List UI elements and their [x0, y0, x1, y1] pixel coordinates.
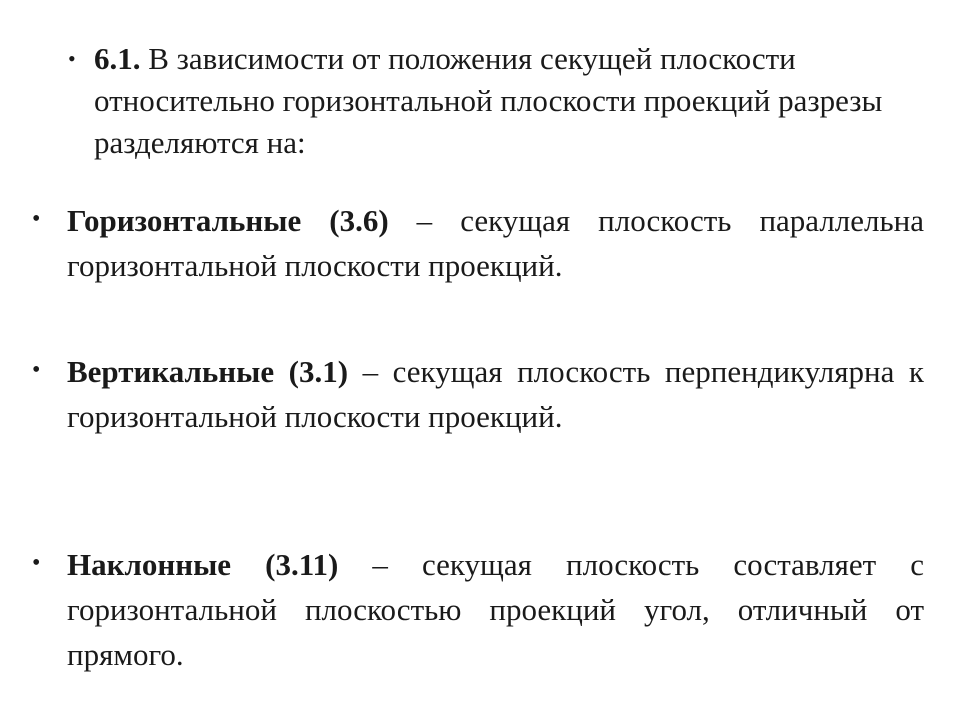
list-item-text: [67, 542, 924, 677]
bullet-icon: •: [32, 357, 41, 383]
intro-text: [94, 38, 888, 164]
list-item-vertical: [32, 349, 924, 439]
description-vertical: – секущая плоскость перпендикулярна к горизонтальной плоскости проекций.: [67, 354, 924, 434]
intro-body: В зависимости от положения секущей плоскости относительно горизонтальной плоскости проекций разрезы разделяются на:: [94, 41, 883, 160]
intro-paragraph: [68, 38, 888, 164]
term-vertical: Вертикальные (3.1): [67, 354, 349, 389]
description-inclined: – секущая плоскость составляет с горизонтальной плоскостью проекций угол, отличный от прямого.: [67, 547, 924, 672]
bullet-icon: •: [32, 550, 41, 576]
list-item-horizontal: [32, 198, 924, 288]
section-number: 6.1.: [94, 41, 141, 76]
bullet-icon: •: [68, 46, 76, 71]
list-item-inclined: [32, 542, 924, 677]
list-item-text: [67, 349, 924, 439]
bullet-icon: •: [32, 206, 41, 232]
description-horizontal: – секущая плоскость параллельна горизонтальной плоскости проекций.: [67, 203, 924, 283]
list-item-text: [67, 198, 924, 288]
term-inclined: Наклонные (3.11): [67, 547, 339, 582]
term-horizontal: Горизонтальные (3.6): [67, 203, 389, 238]
